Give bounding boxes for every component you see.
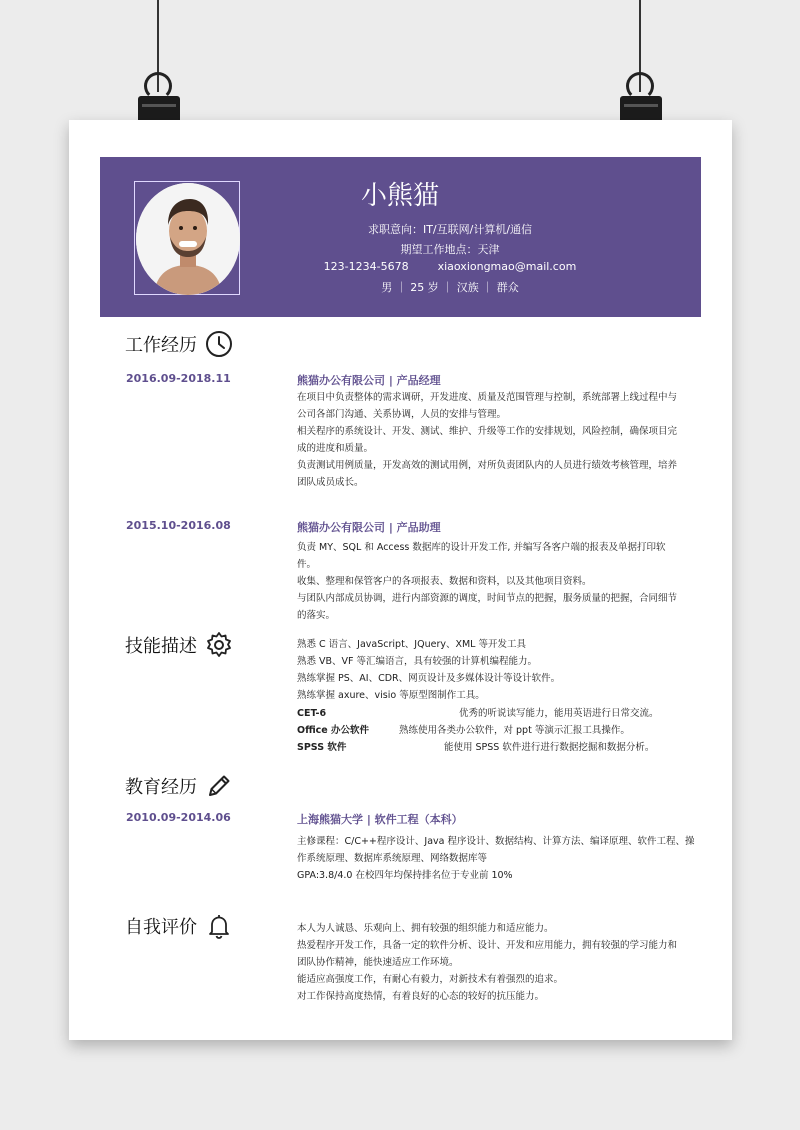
skill-value: 能使用 SPSS 软件进行进行数据挖掘和数据分析。 [444,742,655,753]
work-title-text: 工作经历 [125,335,197,356]
education-description [297,833,697,884]
phone-number: 123-1234-5678 [323,260,409,273]
self-eval-description [297,920,697,1005]
pencil-icon [205,772,233,800]
self-eval-line: 本人为人诚恳、乐观向上、拥有较强的组织能力和适应能力。 [297,923,554,934]
skill-value: 优秀的听说读写能力，能用英语进行日常交流。 [459,708,659,719]
gear-icon [205,631,233,659]
work-2-description [297,539,677,624]
binder-clip-right [612,0,672,140]
skill-row-office [297,722,697,739]
section-work-title [125,330,233,358]
work-1-line: 相关程序的系统设计、开发、测试、维护、升级等工作的安排规划，风险控制，确保项目完 [297,426,678,437]
self-eval-line: 热爱程序开发工作，具备一定的软件分析、设计、开发和应用能力，拥有较强的学习能力和 [297,940,678,951]
work-1-line: 在项目中负责整体的需求调研，开发进度、质量及范围管理与控制，系统部署上线过程中与 [297,392,678,403]
binder-clip-left [130,0,190,140]
job-intention: 求职意向：IT/互联网/计算机/通信 [367,223,533,236]
self-eval-title-text: 自我评价 [125,917,197,938]
contact-line [270,260,630,273]
work-1-line: 负责测试用例质量，开发高效的测试用例，对所负责团队内的人员进行绩效考核管理，培养 [297,460,678,471]
skill-key: SPSS 软件 [297,742,347,753]
work-2-company: 熊猫办公有限公司 | 产品助理 [297,521,441,534]
skill-row-cet6 [297,705,697,722]
work-2-line: 与团队内部成员协调，进行内部资源的调度，时间节点的把握，服务质量的把握，合同细节 [297,593,678,604]
clock-icon [205,330,233,358]
skills-title-text: 技能描述 [125,636,197,657]
skill-key: Office 办公软件 [297,725,370,736]
education-line: GPA:3.8/4.0 在校四年均保持排名位于专业前 10% [297,870,513,881]
section-education-title [125,772,233,800]
skill-line: 熟悉 C 语言、JavaScript、JQuery、XML 等开发工具 [297,639,526,650]
education-title-text: 教育经历 [125,777,197,798]
skill-line: 熟悉 VB、VF 等汇编语言，具有较强的计算机编程能力。 [297,656,538,667]
skill-row-spss [297,739,697,756]
header-banner [100,157,701,317]
education-line: 作系统原理、数据库系统原理、网络数据库等 [297,853,488,864]
work-1-line: 成的进度和质量。 [297,443,374,454]
self-eval-line: 能适应高强度工作，有耐心有毅力，对新技术有着强烈的追求。 [297,974,564,985]
skill-value: 熟练使用各类办公软件，对 ppt 等演示汇报工具操作。 [399,725,630,736]
skill-key: CET-6 [297,708,327,719]
skill-line: 熟练掌握 axure、visio 等原型图制作工具。 [297,690,485,701]
self-eval-line: 团队协作精神，能快速适应工作环境。 [297,957,459,968]
work-1-line: 公司各部门沟通、关系协调，人员的安排与管理。 [297,409,507,420]
skills-list [297,636,677,704]
work-2-line: 负责 MY、SQL 和 Access 数据库的设计开发工作, 并编写各客户端的报表及单据打印软件。 [297,542,666,570]
work-2-date: 2015.10-2016.08 [126,519,231,532]
bell-icon [205,912,233,940]
candidate-name: 小熊猫 [360,181,439,211]
work-2-line: 收集、整理和保管客户的各项报表、数据和资料，以及其他项目资料。 [297,576,592,587]
self-eval-line: 对工作保持高度热情，有着良好的心态的较好的抗压能力。 [297,991,545,1002]
education-date: 2010.09-2014.06 [126,811,231,824]
resume-paper [69,120,732,1040]
work-1-description [297,389,677,491]
work-1-company: 熊猫办公有限公司 | 产品经理 [297,374,441,387]
section-skills-title [125,631,233,659]
email-address[interactable]: xiaoxiongmao@mail.com [437,260,577,273]
section-self-eval-title [125,912,233,940]
work-1-date: 2016.09-2018.11 [126,372,231,385]
work-2-line: 的落实。 [297,610,336,621]
education-school: 上海熊猫大学 | 软件工程（本科） [297,813,463,826]
skill-line: 熟练掌握 PS、AI、CDR、网页设计及多媒体设计等设计软件。 [297,673,561,684]
education-line: 主修课程：C/C++程序设计、Java 程序设计、数据结构、计算方法、编译原理、软件工程、操 [297,836,695,847]
work-1-line: 团队成员成长。 [297,477,364,488]
personal-info: 男 ｜ 25 岁 ｜ 汉族 ｜ 群众 [381,281,519,294]
expected-location: 期望工作地点：天津 [400,243,500,256]
